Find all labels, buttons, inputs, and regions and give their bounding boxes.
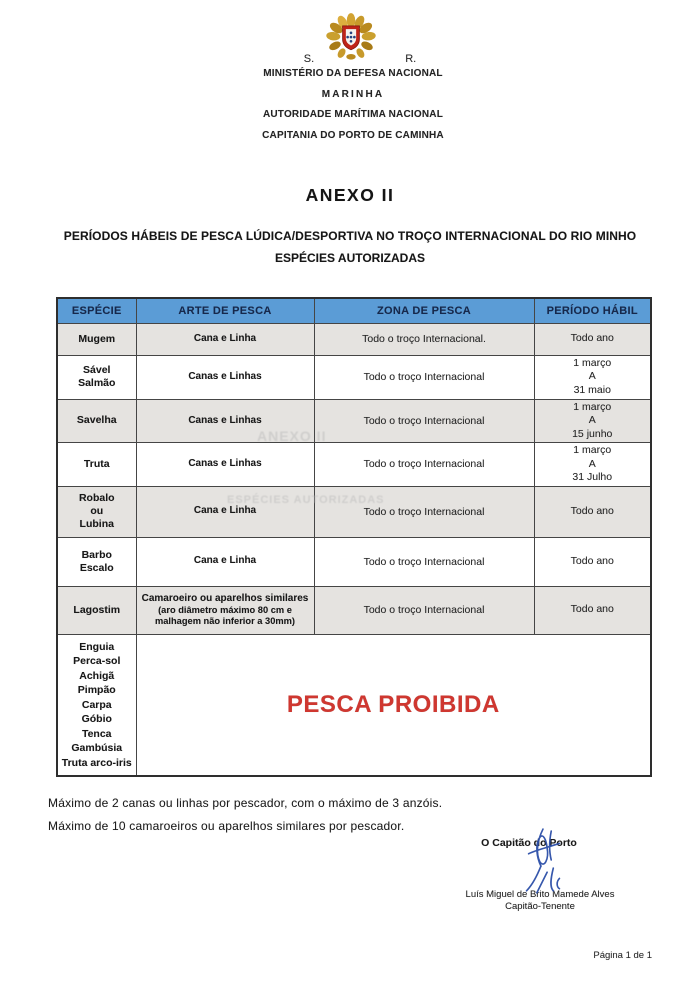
signature-block [440,837,640,913]
table-container [56,297,652,777]
cell-zona-de-pesca: Todo o troço Internacional. [314,323,534,355]
cell-periodo-habil: 1 março A 31 Julho [534,443,651,487]
letterhead-line: MINISTÉRIO DA DEFESA NACIONAL [263,68,443,79]
cell-arte-de-pesca: Canas e Linhas [136,399,314,443]
letterhead-line: MARINHA [321,88,385,100]
note-line: Máximo de 2 canas ou linhas por pescador, com o máximo de 3 anzóis. [48,796,443,810]
cell-especie: Barbo Escalo [57,537,136,586]
cell-arte-de-pesca: Cana e Linha [136,537,314,586]
initial-r: R. [405,53,417,65]
species-table [56,297,652,777]
cell-periodo-habil: Todo ano [534,486,651,537]
page-number: Página 1 de 1 [593,950,652,961]
coat-of-arms-icon [321,12,381,69]
cell-arte-de-pesca: Cana e Linha [136,323,314,355]
cell-periodo-habil: Todo ano [534,323,651,355]
table-row [57,537,651,586]
notes [48,792,442,838]
annex-title: ANEXO II [305,185,395,205]
prohibited-row [57,634,651,776]
cell-arte-de-pesca: Camaroeiro ou aparelhos similares (aro diâmetro máximo 80 cm e malhagem não inferior a 30mm) [136,586,314,634]
signatory-name: Luís Miguel de Brito Mamede Alves [465,889,615,900]
cell-especie: Lagostim [57,586,136,634]
letterhead-line: AUTORIDADE MARÍTIMA NACIONAL [262,109,444,120]
cell-zona-de-pesca: Todo o troço Internacional [314,399,534,443]
table-row [57,586,651,634]
watermark-ghost-anexo: ANEXO II [257,428,327,444]
table-row [57,486,651,537]
cell-arte-de-pesca: Canas e Linhas [136,443,314,487]
prohibited-label: PESCA PROIBIDA [286,690,500,718]
note-line: Máximo de 10 camaroeiros ou aparelhos similares por pescador. [48,819,405,833]
initial-s: S. [303,53,315,65]
cell-prohibited-species: Enguia Perca-sol Achigã Pimpão Carpa Góbio Tenca Gambúsia Truta arco-iris [57,634,136,776]
table-header-cell: PERÍODO HÁBIL [534,298,651,323]
table-row [57,399,651,443]
cell-periodo-habil: 1 março A 15 junho [534,399,651,443]
letterhead-emblem-row [10,12,700,69]
cell-periodo-habil: Todo ano [534,537,651,586]
letterhead-line: CAPITANIA DO PORTO DE CAMINHA [262,129,444,141]
cell-zona-de-pesca: Todo o troço Internacional [314,537,534,586]
table-row [57,323,651,355]
cell-arte-de-pesca: Cana e Linha [136,486,314,537]
table-header-cell: ESPÉCIE [57,298,136,323]
cell-arte-de-pesca: Canas e Linhas [136,355,314,399]
doc-subtitle-line1: PERÍODOS HÁBEIS DE PESCA LÚDICA/DESPORTIVA NO TROÇO INTERNACIONAL DO RIO MINHO [63,229,637,243]
cell-especie: Savelha [57,399,136,443]
cell-zona-de-pesca: Todo o troço Internacional [314,443,534,487]
cell-zona-de-pesca: Todo o troço Internacional [314,486,534,537]
letterhead [0,64,700,146]
watermark-ghost-especies: ESPÉCIES AUTORIZADAS [227,494,385,506]
doc-subtitle-line2: ESPÉCIES AUTORIZADAS [274,251,426,265]
signature-title: O Capitão do Porto [481,837,577,849]
table-row [57,443,651,487]
signatory-rank: Capitão-Tenente [505,901,575,912]
cell-zona-de-pesca: Todo o troço Internacional [314,586,534,634]
table-row [57,355,651,399]
cell-especie: Truta [57,443,136,487]
table-header-row [57,298,651,323]
cell-periodo-habil: Todo ano [534,586,651,634]
table-header-cell: ARTE DE PESCA [136,298,314,323]
cell-especie: Mugem [57,323,136,355]
cell-especie: Robalo ou Lubina [57,486,136,537]
cell-pesca-proibida [136,634,651,776]
table-header-cell: ZONA DE PESCA [314,298,534,323]
cell-especie: Sável Salmão [57,355,136,399]
cell-zona-de-pesca: Todo o troço Internacional [314,355,534,399]
cell-periodo-habil: 1 março A 31 maio [534,355,651,399]
